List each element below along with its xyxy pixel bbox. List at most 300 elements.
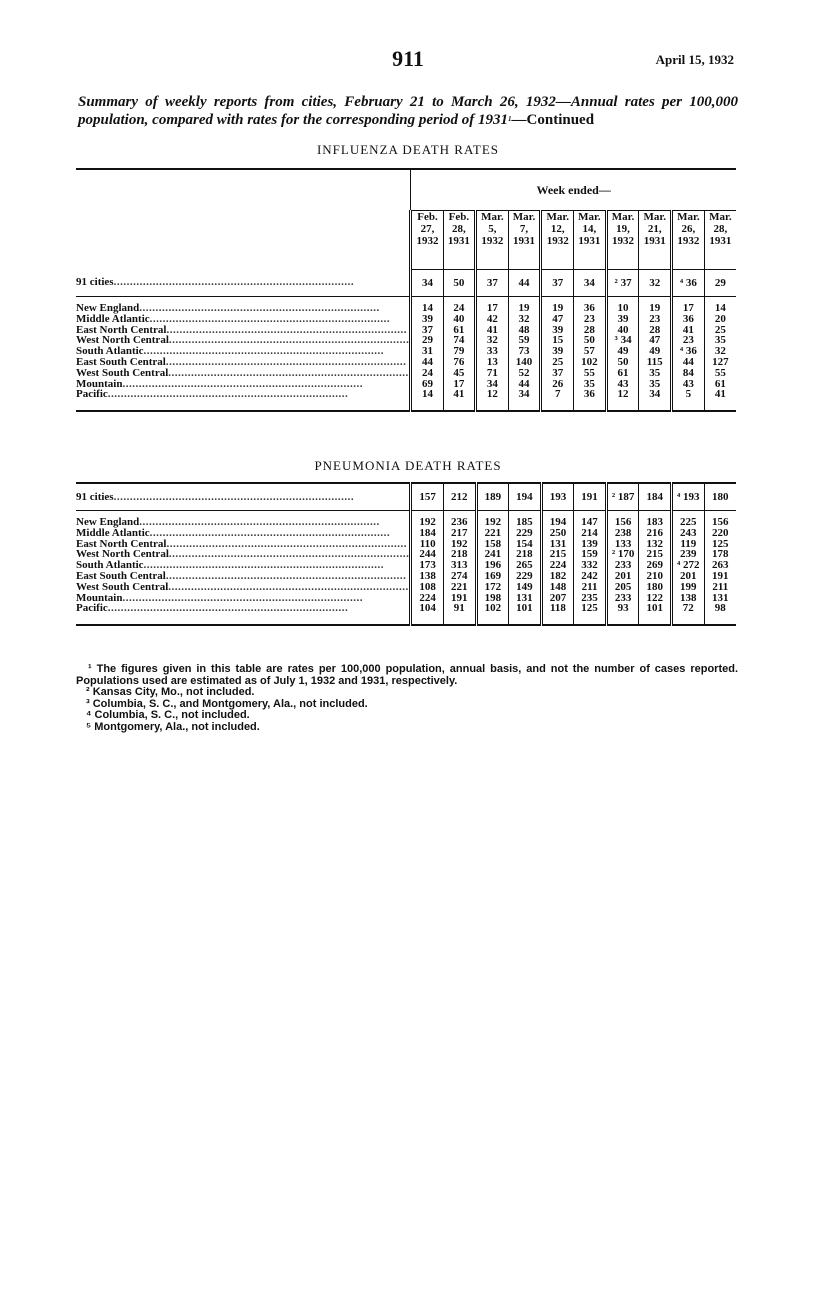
rate-value: 127 [704,357,736,368]
total-value: 34 [411,270,443,297]
rate-value: 269 [639,560,672,571]
end-cell [606,400,639,411]
rate-value: 207 [541,593,574,604]
rate-value: 43 [606,379,639,390]
column-header-line1: Mar. [677,211,700,223]
rate-value: 19 [508,303,541,314]
rate-value: 72 [672,603,705,614]
leader-dots: .......................................................................... [113,490,355,503]
end-cell [704,400,736,411]
rate-value: 34 [476,379,509,390]
rate-value: 39 [541,325,574,336]
row-label-text: New England [76,303,140,314]
table-row [76,528,736,539]
row-label-text: Pacific [76,389,108,401]
rate-value: 5 [672,389,705,400]
rate-value: 37 [541,368,574,379]
total-value: 29 [704,270,736,297]
influenza-table [76,168,736,412]
rate-value: 216 [639,528,672,539]
row-label-text: New England [76,517,140,528]
rate-value: 196 [476,560,509,571]
rate-value: 217 [443,528,476,539]
rate-value: 169 [476,571,509,582]
end-cell [443,614,476,625]
rate-value: 138 [672,593,705,604]
rate-value: 26 [541,379,574,390]
column-header-line3: 1931 [643,235,666,247]
row-label [76,549,411,560]
table-row [76,593,736,604]
rate-value: 194 [541,517,574,528]
column-header-line1: Feb. [417,211,438,223]
rate-value: 35 [639,368,672,379]
rate-value: 40 [606,325,639,336]
rate-value: 274 [443,571,476,582]
rate-value: 24 [443,303,475,314]
leader-dots: .......................................................................... [113,276,355,289]
rate-value: 147 [574,517,607,528]
column-header-line3: 1931 [447,235,470,247]
row-label [76,368,411,379]
rate-value: 71 [476,368,509,379]
rate-value: 172 [476,582,509,593]
table-row [76,571,736,582]
row-label-text: South Atlantic [76,346,144,357]
leader-dots: .......................................................................... [168,367,409,379]
rate-value: 7 [541,389,574,400]
end-row [76,400,736,411]
rate-value: 29 [411,335,443,346]
row-label [76,560,411,571]
rate-value: ⁴ 272 [672,560,705,571]
rate-value: 214 [574,528,607,539]
column-header-line3: 1931 [578,235,601,247]
table-row [76,314,736,325]
pneumonia-body [76,483,736,625]
rate-value: 225 [672,517,705,528]
row-label-text: East North Central [76,538,167,550]
rate-value: 12 [606,389,639,400]
end-cell [443,400,475,411]
rate-value: 183 [639,517,672,528]
total-row [76,483,736,511]
rate-value: 33 [476,346,509,357]
table-row [76,517,736,528]
rate-value: 35 [704,335,736,346]
rate-value: 221 [443,582,476,593]
table-row [76,582,736,593]
row-label [76,483,411,511]
rate-value: 180 [639,582,672,593]
rate-value: 43 [672,379,705,390]
rate-value: 265 [509,560,542,571]
rate-value: 41 [704,389,736,400]
column-header-line3: 1932 [677,235,700,247]
rate-value: 108 [411,582,444,593]
rate-value: 50 [574,335,607,346]
total-value: ⁴ 36 [672,270,705,297]
end-cell [672,400,705,411]
rate-value: 23 [574,314,607,325]
end-cell [476,614,509,625]
column-header [574,211,607,270]
total-value: 193 [541,483,574,511]
rate-value: 131 [704,593,736,604]
rate-value: 122 [639,593,672,604]
column-header-line1: Mar. [546,211,569,223]
rate-value: 221 [476,528,509,539]
rate-value: 104 [411,603,444,614]
rate-value: 15 [541,335,574,346]
rate-value: 47 [541,314,574,325]
rate-value: 76 [443,357,475,368]
rate-value: 131 [509,593,542,604]
rate-value: 17 [476,303,509,314]
rate-value: 44 [508,379,541,390]
row-label [76,325,411,336]
total-row [76,270,736,297]
rate-value: 173 [411,560,444,571]
column-header-line2: 26, [681,223,696,235]
rate-value: 19 [541,303,574,314]
rate-value: 211 [574,582,607,593]
leader-dots: .......................................................................... [107,389,349,401]
rate-value: 229 [509,571,542,582]
rate-value: 191 [704,571,736,582]
rate-value: 32 [476,335,509,346]
end-cell [76,614,411,625]
leader-dots: .......................................................................... [149,313,391,325]
total-value: 184 [639,483,672,511]
leader-dots: .......................................................................... [149,527,391,539]
rate-value: 102 [476,603,509,614]
table-row [76,539,736,550]
total-value: 50 [443,270,475,297]
rate-value: 91 [443,603,476,614]
end-cell [574,614,607,625]
total-value: 212 [443,483,476,511]
rate-value: 243 [672,528,705,539]
row-label-text: 91 cities [76,490,114,503]
end-cell [509,614,542,625]
rate-value: 49 [639,346,672,357]
leader-dots: .......................................................................... [122,592,363,604]
rate-value: 182 [541,571,574,582]
rate-value: 156 [606,517,639,528]
rate-value: 205 [606,582,639,593]
rate-value: 84 [672,368,705,379]
table-row [76,357,736,368]
column-header [639,211,672,270]
rate-value: 28 [639,325,672,336]
title-text: Summary of weekly reports from cities, February 21 to March 26, 1932—Annual rates per 100,000 population, compared with rates for the corresponding period of 1931 [78,94,738,128]
rate-value: ⁴ 36 [672,346,705,357]
rate-value: 184 [411,528,444,539]
leader-dots: .......................................................................... [107,603,349,615]
rate-value: 192 [476,517,509,528]
rate-value: 198 [476,593,509,604]
footnote: ³ Columbia, S. C., and Montgomery, Ala., not included. [86,697,368,710]
total-value: 180 [704,483,736,511]
rate-value: 233 [606,593,639,604]
row-label [76,303,411,314]
column-header-line1: Mar. [643,211,666,223]
rate-value: 73 [508,346,541,357]
rate-value: 191 [443,593,476,604]
rate-value: 158 [476,539,509,550]
row-label [76,539,411,550]
rate-value: 13 [476,357,509,368]
leader-dots: .......................................................................... [139,517,380,528]
column-header-line2: 7, [519,223,529,235]
rate-value: 244 [411,549,444,560]
rate-value: 132 [639,539,672,550]
rate-value: 235 [574,593,607,604]
end-cell [639,400,672,411]
column-header-line2: 12, [550,223,565,235]
row-label-text: 91 cities [76,276,114,289]
leader-dots: .......................................................................... [122,378,363,390]
rate-value: 263 [704,560,736,571]
rate-value: 69 [411,379,443,390]
table-row [76,335,736,346]
rate-value: 215 [639,549,672,560]
row-label [76,346,411,357]
column-header-line1: Feb. [448,211,470,223]
row-label-text: West North Central [76,549,169,561]
column-header [606,211,639,270]
rate-value: 224 [541,560,574,571]
leader-dots: .......................................................................... [165,570,407,582]
row-label [76,582,411,593]
rate-value: 101 [509,603,542,614]
total-value: 44 [508,270,541,297]
rate-value: 313 [443,560,476,571]
column-header [443,211,475,270]
row-label-text: Middle Atlantic [76,527,150,539]
table-row [76,560,736,571]
rate-value: 199 [672,582,705,593]
rate-value: 25 [704,325,736,336]
rate-value: 159 [574,549,607,560]
rate-value: 52 [508,368,541,379]
rate-value: 41 [672,325,705,336]
rate-value: ³ 34 [606,335,639,346]
table-row [76,389,736,400]
rate-value: 57 [574,346,607,357]
rate-value: 178 [704,549,736,560]
rate-value: 215 [541,549,574,560]
rate-value: 59 [508,335,541,346]
influenza-heading: INFLUENZA DEATH RATES [316,142,500,157]
column-header [508,211,541,270]
column-header-line3: 1932 [481,235,504,247]
row-label [76,270,411,297]
end-cell [541,400,574,411]
rate-value: 44 [411,357,443,368]
row-label [76,335,411,346]
rate-value: 39 [541,346,574,357]
influenza-body [76,270,736,412]
column-header [476,211,509,270]
rate-value: 224 [411,593,444,604]
title-footnote-mark: 1 [508,115,512,123]
rate-value: 49 [606,346,639,357]
end-cell [639,614,672,625]
table-row [76,603,736,614]
column-header-line3: 1931 [709,235,732,247]
rate-value: 32 [704,346,736,357]
table-row [76,549,736,560]
end-cell [76,400,411,411]
rate-value: 34 [639,389,672,400]
rate-value: 229 [509,528,542,539]
end-row [76,614,736,625]
end-cell [606,614,639,625]
table-row [76,325,736,336]
column-header-line2: 28, [451,223,466,235]
rate-value: 74 [443,335,475,346]
leader-dots: .......................................................................... [168,581,409,593]
total-value: ⁴ 193 [672,483,705,511]
footnotes [76,664,738,733]
rate-value: 50 [606,357,639,368]
rate-value: 41 [443,389,475,400]
leader-dots: .......................................................................... [139,303,380,314]
rate-value: 125 [704,539,736,550]
column-header-line2: 21, [647,223,662,235]
footnote: ⁴ Columbia, S. C., not included. [86,709,250,721]
rate-value: 332 [574,560,607,571]
row-label [76,528,411,539]
rate-value: 79 [443,346,475,357]
rate-value: 148 [541,582,574,593]
total-value: 32 [639,270,672,297]
rate-value: 10 [606,303,639,314]
column-header-line2: 14, [582,223,597,235]
rate-value: 36 [574,303,607,314]
total-value: ² 187 [606,483,639,511]
total-value: ² 37 [606,270,639,297]
end-cell [672,614,705,625]
rate-value: 133 [606,539,639,550]
rate-value: 17 [443,379,475,390]
rate-value: 125 [574,603,607,614]
total-value: 189 [476,483,509,511]
row-label-text: Mountain [76,592,123,604]
total-value: 37 [476,270,509,297]
rate-value: 39 [606,314,639,325]
rate-value: 12 [476,389,509,400]
rate-value: 241 [476,549,509,560]
column-header [541,211,574,270]
rate-value: 220 [704,528,736,539]
column-header-line3: 1931 [513,235,536,247]
rate-value: 31 [411,346,443,357]
rate-value: 149 [509,582,542,593]
rate-value: 233 [606,560,639,571]
rate-value: 34 [508,389,541,400]
column-header-line1: Mar. [709,211,732,223]
rate-value: 131 [541,539,574,550]
total-value: 191 [574,483,607,511]
row-label-text: Pacific [76,603,108,615]
rate-value: 55 [574,368,607,379]
rate-value: 37 [411,325,443,336]
leader-dots: .......................................................................... [143,346,385,357]
rate-value: 23 [639,314,672,325]
leader-dots: .......................................................................... [166,324,407,336]
column-header-line2: 5, [488,223,497,235]
rate-value: 23 [672,335,705,346]
leader-dots: .......................................................................... [168,549,410,561]
rate-value: 218 [509,549,542,560]
footnote: ⁵ Montgomery, Ala., not included. [86,720,260,733]
rate-value: 48 [508,325,541,336]
row-label-text: East South Central [76,570,166,582]
page-date: April 15, 1932 [655,52,734,67]
rate-value: 93 [606,603,639,614]
column-header [672,211,705,270]
column-header-line1: Mar. [578,211,601,223]
rate-value: 242 [574,571,607,582]
row-label [76,389,411,400]
rate-value: 36 [574,389,607,400]
rate-value: 61 [704,379,736,390]
week-ended-header: Week ended— [411,169,736,211]
row-label-text: East North Central [76,324,167,336]
rate-value: 32 [508,314,541,325]
leader-dots: .......................................................................... [168,335,410,347]
leader-dots: .......................................................................... [166,538,407,550]
row-label-text: Mountain [76,378,123,390]
rate-value: 201 [672,571,705,582]
rate-value: 14 [411,303,443,314]
row-label-text: West North Central [76,335,169,347]
leader-dots: .......................................................................... [165,356,407,368]
rate-value: 218 [443,549,476,560]
rate-value: 119 [672,539,705,550]
column-header-line3: 1932 [612,235,635,247]
row-label [76,314,411,325]
rate-value: 192 [443,539,476,550]
rate-value: 20 [704,314,736,325]
end-cell [411,614,444,625]
rate-value: 40 [443,314,475,325]
end-cell [704,614,736,625]
column-header [411,211,443,270]
rate-value: 192 [411,517,444,528]
rate-value: 14 [411,389,443,400]
pneumonia-heading: PNEUMONIA DEATH RATES [314,458,502,473]
column-header-line2: 19, [616,223,630,235]
column-header-line1: Mar. [611,211,635,223]
rate-value: 25 [541,357,574,368]
row-label-text: East South Central [76,356,166,368]
rate-value: 39 [411,314,443,325]
row-label-text: Middle Atlantic [76,313,150,325]
rate-value: 24 [411,368,443,379]
leader-dots: .......................................................................... [143,560,385,571]
page-number: 911 [392,46,424,71]
rate-value: 110 [411,539,444,550]
stub-header [76,169,411,270]
end-cell [411,400,443,411]
rate-value: 36 [672,314,705,325]
column-header-line2: 28, [713,223,728,235]
rate-value: 156 [704,517,736,528]
